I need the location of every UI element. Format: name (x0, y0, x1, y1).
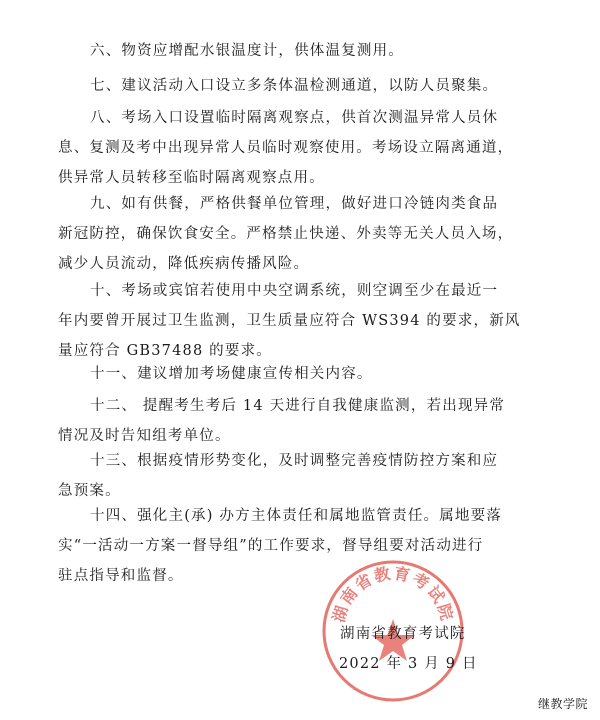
paragraph-item-7: 七、建议活动入口设立多条体温检测通道，以防人员聚集。 (90, 78, 499, 94)
paragraph-item-8: 八、考场入口设置临时隔离观察点，供首次测温异常人员休 息、复测及考中出现异常人员临时观察使用。考场设立隔离通道， 供异常人员转移至临时隔离观察点用。 (58, 110, 514, 186)
svg-text:湖南省教育考试院: 湖南省教育考试院 (329, 563, 457, 625)
signature-date: 2022 年 3 月 9 日 (339, 656, 478, 672)
watermark-label: 继教学院 (537, 697, 588, 711)
paragraph-item-6: 六、物资应增配水银温度计，供体温复测用。 (90, 43, 404, 59)
paragraph-item-9: 九、如有供餐，严格供餐单位管理，做好进口冷链肉类食品 新冠防控，确保饮食安全。严格禁止快递、外卖等无关人员入场， 减少人员流动，降低疾病传播风险。 (58, 196, 514, 272)
paragraph-item-11: 十一、建议增加考场健康宣传相关内容。 (90, 366, 373, 382)
signature-organization: 湖南省教育考试院 (340, 626, 466, 642)
paragraph-item-10: 十、考场或宾馆若使用中央空调系统，则空调至少在最近一 年内要曾开展过卫生监测，卫生质量应符合 WS394 的要求，新风 量应符合 GB37488 的要求。 (58, 283, 521, 359)
paragraph-item-13: 十三、根据疫情形势变化，及时调整完善疫情防控方案和应 急预案。 (58, 453, 499, 499)
paragraph-item-14: 十四、强化主(承) 办方主体责任和属地监管责任。属地要落 实“一活动一方案一督导组”的工作要求，督导组要对活动进行 驻点指导和监督。 (58, 508, 503, 584)
paragraph-item-12: 十二、 提醒考生考后 14 天进行自我健康监测，若出现异常 情况及时告知组考单位。 (58, 398, 506, 444)
